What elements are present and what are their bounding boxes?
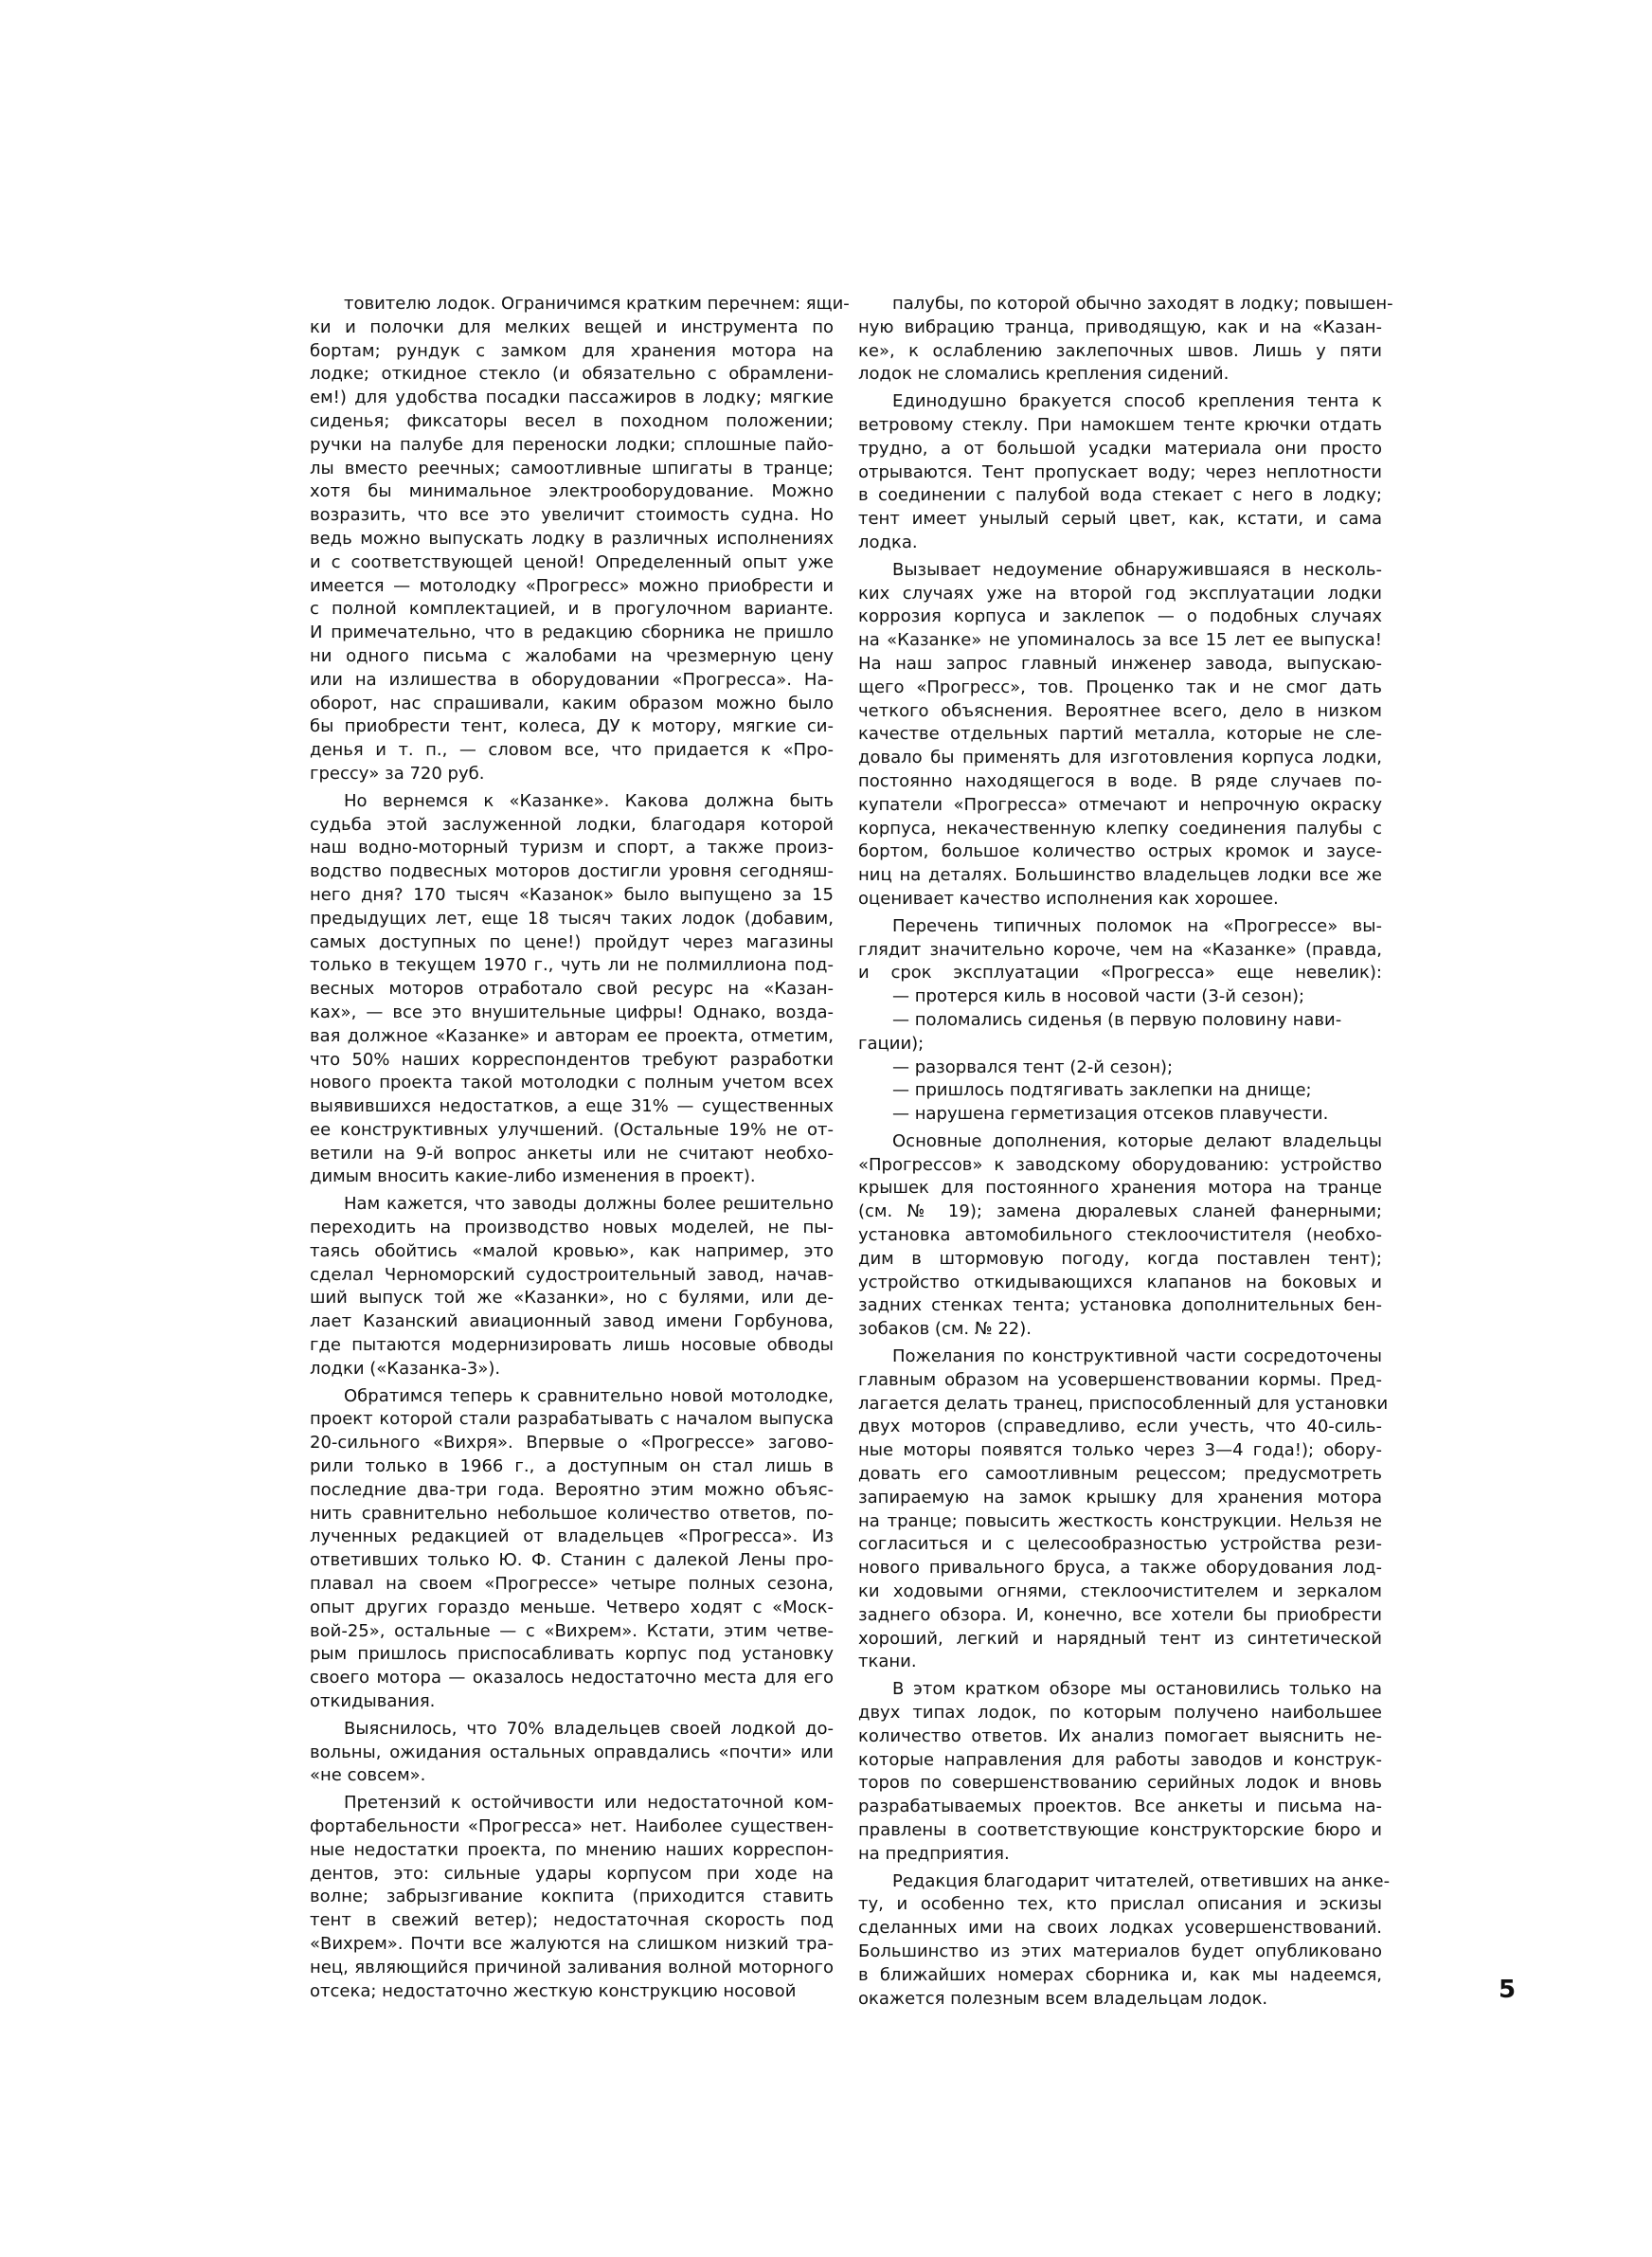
text-line: купатели «Прогресса» отмечают и непрочную окраску: [858, 794, 1382, 815]
text-line: Единодушно бракуется способ крепления тента к: [892, 391, 1382, 412]
text-line: — нарушена герметизация отсеков плавучести.: [892, 1104, 1329, 1125]
text-line: ем!) для удобства посадки пассажиров в лодку; мягкие: [310, 388, 834, 408]
text-line: довало бы применять для изготовления корпуса лодки,: [858, 748, 1382, 768]
text-line: своего мотора — оказалось недостаточно места для его: [310, 1668, 834, 1688]
text-line: где пытаются модернизировать лишь носовые обводы: [310, 1335, 834, 1356]
text-line: ручки на палубе для переноски лодки; сплошные пайо-: [310, 434, 834, 455]
text-line: коррозия корпуса и заклепок — о подобных случаях: [858, 606, 1382, 627]
text-line: «не совсем».: [310, 1765, 426, 1786]
text-line: установка автомобильного стеклоочистителя (необхо-: [858, 1225, 1382, 1246]
text-line: Вызывает недоумение обнаружившаяся в несколь-: [892, 559, 1382, 580]
paragraph: [858, 390, 1382, 555]
text-line: возразить, что все это увеличит стоимость судна. Но: [310, 505, 834, 526]
text-line: товителю лодок. Ограничимся кратким перечнем: ящи-: [344, 294, 850, 314]
page-number: 5: [1499, 1976, 1517, 2004]
paragraph: [858, 293, 1393, 387]
text-line: последние два-три года. Вероятно этим можно объяс-: [310, 1479, 834, 1500]
text-line: заднего обзора. И, конечно, все хотели бы приобрести: [858, 1604, 1382, 1625]
text-line: — поломались сиденья (в первую половину нави-: [892, 1009, 1342, 1030]
text-line: лы вместо реечных; самоотливные шпигаты в транце;: [310, 458, 834, 478]
text-line: Обратимся теперь к сравнительно новой мотолодке,: [344, 1385, 834, 1406]
text-line: ветровому стеклу. При намокшем тенте крючки отдать: [858, 414, 1382, 435]
text-line: запираемую на замок крышку для хранения мотора: [858, 1487, 1382, 1508]
text-line: щего «Прогресс», тов. Проценко так и не смог дать: [858, 677, 1382, 697]
text-line: с полной комплектацией, и в прогулочном варианте.: [310, 599, 834, 620]
text-line: «Вихрем». Почти все жалуются на слишком низкий тра-: [310, 1933, 834, 1954]
text-line: ткани.: [858, 1652, 917, 1672]
paragraph: [858, 1678, 1382, 1866]
text-line: фортабельности «Прогресса» нет. Наиболее существен-: [310, 1816, 834, 1836]
text-line: 20-сильного «Вихря». Впервые о «Прогрессе» загово-: [310, 1433, 834, 1454]
text-line: ки и полочки для мелких вещей и инструмента по: [310, 316, 834, 337]
text-line: выявившихся недостатков, а еще 31% — существенных: [310, 1096, 834, 1117]
text-line: дим в штормовую погоду, когда поставлен тент);: [858, 1248, 1382, 1269]
text-line: Претензий к остойчивости или недостаточной ком-: [344, 1793, 834, 1814]
text-line: зобаков (см. № 22).: [858, 1319, 1032, 1340]
text-line: ни одного письма с жалобами на чрезмерную цену: [310, 645, 834, 666]
text-line: бортам; рундук с замком для хранения мотора на: [310, 340, 834, 361]
text-line: Но вернемся к «Казанке». Какова должна быть: [344, 790, 834, 811]
text-line: И примечательно, что в редакцию сборника не пришло: [310, 623, 834, 643]
text-line: дентов, это: сильные удары корпусом при ходе на: [310, 1863, 834, 1884]
text-line: наш водно-моторный туризм и спорт, а также произ-: [310, 838, 834, 858]
text-line: «Прогрессов» к заводскому оборудованию: устройство: [858, 1154, 1382, 1175]
text-line: на «Казанке» не упоминалось за все 15 лет ее выпуска!: [858, 630, 1382, 651]
text-line: Большинство из этих материалов будет опубликовано: [858, 1941, 1382, 1961]
text-line: рили только в 1966 г., а доступным он стал лишь в: [310, 1456, 834, 1477]
text-line: рым пришлось приспосабливать корпус под установку: [310, 1644, 834, 1665]
text-line: ту, и особенно тех, кто прислал описания и эскизы: [858, 1894, 1382, 1915]
text-line: хотя бы минимальное электрооборудование. Можно: [310, 481, 834, 502]
text-line: переходить на производство новых моделей, не пы-: [310, 1218, 834, 1238]
text-line: Пожелания по конструктивной части сосредоточены: [892, 1346, 1382, 1367]
text-line: количество ответов. Их анализ помогает выяснить не-: [858, 1725, 1382, 1746]
text-line: лученных редакцией от владельцев «Прогресса». Из: [310, 1526, 834, 1547]
paragraph: [310, 293, 850, 786]
text-line: ответивших только Ю. Ф. Станин с далекой Лены про-: [310, 1550, 834, 1571]
text-line: только в текущем 1970 г., чуть ли не полмиллиона под-: [310, 955, 834, 976]
text-line: водство подвесных моторов достигли уровня сегодняш-: [310, 861, 834, 882]
text-line: что 50% наших корреспондентов требуют разработки: [310, 1049, 834, 1070]
text-line: корпуса, некачественную клепку соединения палубы с: [858, 818, 1382, 839]
text-line: нового привального бруса, а также оборудования лод-: [858, 1558, 1382, 1579]
text-line: которые направления для работы заводов и конструк-: [858, 1749, 1382, 1770]
paragraph: [858, 1345, 1389, 1674]
paragraph: [858, 1130, 1382, 1342]
text-line: самых доступных по цене!) пройдут через магазины: [310, 931, 834, 952]
text-line: грессу» за 720 руб.: [310, 763, 485, 784]
text-line: трудно, а от большой усадки материала они просто: [858, 438, 1382, 459]
text-line: ведь можно выпускать лодку в различных исполнениях: [310, 528, 834, 549]
text-line: лодок не сломались крепления сидений.: [858, 364, 1230, 385]
left-column: [310, 293, 850, 2007]
text-line: димым вносить какие-либо изменения в проект).: [310, 1166, 756, 1187]
text-line: и срок эксплуатации «Прогресса» еще невелик):: [858, 963, 1382, 984]
text-line: окажется полезным всем владельцам лодок.: [858, 1988, 1268, 2009]
text-line: судьба этой заслуженной лодки, благодаря которой: [310, 814, 834, 835]
text-line: Основные дополнения, которые делают владельцы: [892, 1130, 1382, 1151]
text-line: вой-25», остальные — с «Вихрем». Кстати, этим четве-: [310, 1620, 834, 1641]
text-line: ниц на деталях. Большинство владельцев лодки все же: [858, 865, 1382, 886]
text-line: четкого объяснения. Вероятнее всего, дело в низком: [858, 700, 1382, 721]
text-line: сделанных ими на своих лодках усовершенствований.: [858, 1918, 1382, 1939]
text-line: плавал на своем «Прогрессе» четыре полных сезона,: [310, 1574, 834, 1595]
text-line: ные моторы появятся только через 3—4 года!); обору-: [858, 1440, 1382, 1461]
text-line: ких случаях уже на второй год эксплуатации лодки: [858, 583, 1382, 604]
text-line: нец, являющийся причиной заливания волной моторного: [310, 1957, 834, 1977]
text-line: ший выпуск той же «Казанки», но с булями, или де-: [310, 1288, 834, 1309]
text-line: бортом, большое количество острых кромок и заусе-: [858, 841, 1382, 862]
text-line: гации);: [858, 1033, 925, 1054]
text-line: торов по совершенствованию серийных лодок и вновь: [858, 1773, 1382, 1794]
paragraph: [310, 790, 834, 1190]
paragraph: [858, 1870, 1391, 2012]
text-line: ную вибрацию транца, приводящую, как и на «Казан-: [858, 316, 1382, 337]
text-line: или на излишества в оборудовании «Прогресса». На-: [310, 669, 834, 690]
text-line: ее конструктивных улучшений. (Остальные 19% не от-: [310, 1119, 834, 1140]
paragraph: [310, 1385, 834, 1714]
text-line: двух типах лодок, по которым получено наибольшее: [858, 1703, 1382, 1724]
text-line: на транце; повысить жесткость конструкции. Нельзя не: [858, 1510, 1382, 1531]
paragraph: [858, 915, 1382, 1127]
text-line: в ближайших номерах сборника и, как мы надеемся,: [858, 1964, 1382, 1985]
text-line: В этом кратком обзоре мы остановились только на: [892, 1679, 1382, 1700]
text-line: ки ходовыми огнями, стеклоочистителем и зеркалом: [858, 1581, 1382, 1602]
text-line: сиденья; фиксаторы весел в походном положении;: [310, 410, 834, 431]
right-column: [858, 293, 1393, 2014]
text-line: Выяснилось, что 70% владельцев своей лодкой до-: [344, 1718, 834, 1739]
text-line: в соединении с палубой вода стекает с него в лодку;: [858, 485, 1382, 506]
text-line: тент в свежий ветер); недостаточная скорость под: [310, 1910, 834, 1931]
text-line: ные недостатки проекта, по мнению наших корреспон-: [310, 1839, 834, 1860]
paragraph: [310, 1792, 834, 2003]
text-line: — разорвался тент (2-й сезон);: [892, 1056, 1174, 1077]
text-line: и с соответствующей ценой! Определенный опыт уже: [310, 551, 834, 572]
text-line: палубы, по которой обычно заходят в лодку; повышен-: [892, 294, 1393, 314]
paragraph: [310, 1718, 834, 1788]
text-line: лает Казанский авиационный завод имени Горбунова,: [310, 1311, 834, 1332]
paragraph: [310, 1193, 834, 1381]
text-line: лагается делать транец, приспособленный для установки: [858, 1393, 1389, 1414]
text-line: лодки («Казанка-3»).: [310, 1358, 501, 1379]
text-line: ке», к ослаблению заклепочных швов. Лишь у пяти: [858, 340, 1382, 361]
text-line: оборот, нас спрашивали, каким образом можно было: [310, 693, 834, 713]
text-line: Редакция благодарит читателей, ответивших на анке-: [892, 1870, 1391, 1891]
text-line: довать его самоотливным рецессом; предусмотреть: [858, 1464, 1382, 1485]
text-line: качестве отдельных партий металла, которые не сле-: [858, 724, 1382, 745]
text-line: вольны, ожидания остальных оправдались «почти» или: [310, 1742, 834, 1762]
text-line: крышек для постоянного хранения мотора на транце: [858, 1178, 1382, 1199]
text-line: оценивает качество исполнения как хорошее.: [858, 888, 1279, 909]
text-line: — протерся киль в носовой части (3-й сезон);: [892, 986, 1305, 1007]
text-line: нового проекта такой мотолодки с полным учетом всех: [310, 1073, 834, 1093]
text-line: задних стенках тента; установка дополнительных бен-: [858, 1295, 1382, 1316]
text-line: весных моторов отработало свой ресурс на «Казан-: [310, 979, 834, 1000]
text-line: устройство откидывающихся клапанов на боковых и: [858, 1272, 1382, 1292]
text-line: проект которой стали разрабатывать с началом выпуска: [310, 1409, 834, 1430]
text-line: постоянно находящегося в воде. В ряде случаев по-: [858, 770, 1382, 791]
text-line: Перечень типичных поломок на «Прогрессе» вы-: [892, 915, 1382, 936]
text-line: нить сравнительно небольшое количество ответов, по-: [310, 1503, 834, 1524]
text-line: лодка.: [858, 532, 918, 552]
text-line: двух моторов (справедливо, если учесть, что 40-силь-: [858, 1417, 1382, 1437]
text-line: лодке; откидное стекло (и обязательно с обрамлени-: [310, 364, 834, 385]
text-line: отрываются. Тент пропускает воду; через неплотности: [858, 461, 1382, 482]
text-line: на предприятия.: [858, 1843, 1010, 1864]
text-line: ветили на 9-й вопрос анкеты или не считают необхо-: [310, 1143, 834, 1164]
text-line: денья и т. п., — словом все, что придается к «Про-: [310, 740, 834, 761]
text-line: — пришлось подтягивать заклепки на днище;: [892, 1080, 1312, 1101]
text-line: волне; забрызгивание кокпита (приходится ставить: [310, 1887, 834, 1907]
text-line: согласиться и с целесообразностью устройства рези-: [858, 1534, 1382, 1555]
text-line: разрабатываемых проектов. Все анкеты и письма на-: [858, 1797, 1382, 1817]
text-line: ках», — все это внушительные цифры! Однако, возда-: [310, 1002, 834, 1022]
paragraph: [858, 559, 1382, 912]
text-line: вая должное «Казанке» и авторам ее проекта, отметим,: [310, 1025, 834, 1046]
text-line: хороший, легкий и нарядный тент из синтетической: [858, 1628, 1382, 1649]
text-line: него дня? 170 тысяч «Казанок» было выпущено за 15: [310, 884, 834, 905]
text-line: правлены в соответствующие конструкторские бюро и: [858, 1820, 1382, 1840]
text-line: отсека; недостаточно жесткую конструкцию носовой: [310, 1980, 797, 2001]
text-line: тент имеет унылый серый цвет, как, кстати, и сама: [858, 509, 1382, 530]
text-line: главным образом на усовершенствовании кормы. Пред-: [858, 1369, 1382, 1390]
text-line: предыдущих лет, еще 18 тысяч таких лодок (добавим,: [310, 908, 834, 929]
text-line: бы приобрести тент, колеса, ДУ к мотору, мягкие си-: [310, 716, 834, 737]
text-line: глядит значительно короче, чем на «Казанке» (правда,: [858, 939, 1382, 960]
text-line: имеется — мотолодку «Прогресс» можно приобрести и: [310, 575, 834, 596]
text-line: Нам кажется, что заводы должны более решительно: [344, 1194, 834, 1215]
text-line: На наш запрос главный инженер завода, выпускаю-: [858, 653, 1382, 674]
text-line: таясь обойтись «малой кровью», как например, это: [310, 1240, 834, 1261]
text-line: сделал Черноморский судостроительный завод, начав-: [310, 1264, 834, 1285]
text-line: откидывания.: [310, 1691, 436, 1712]
text-line: опыт других гораздо меньше. Четверо ходят с «Моск-: [310, 1597, 834, 1617]
text-line: (см. № 19); замена дюралевых сланей фанерными;: [858, 1201, 1382, 1222]
